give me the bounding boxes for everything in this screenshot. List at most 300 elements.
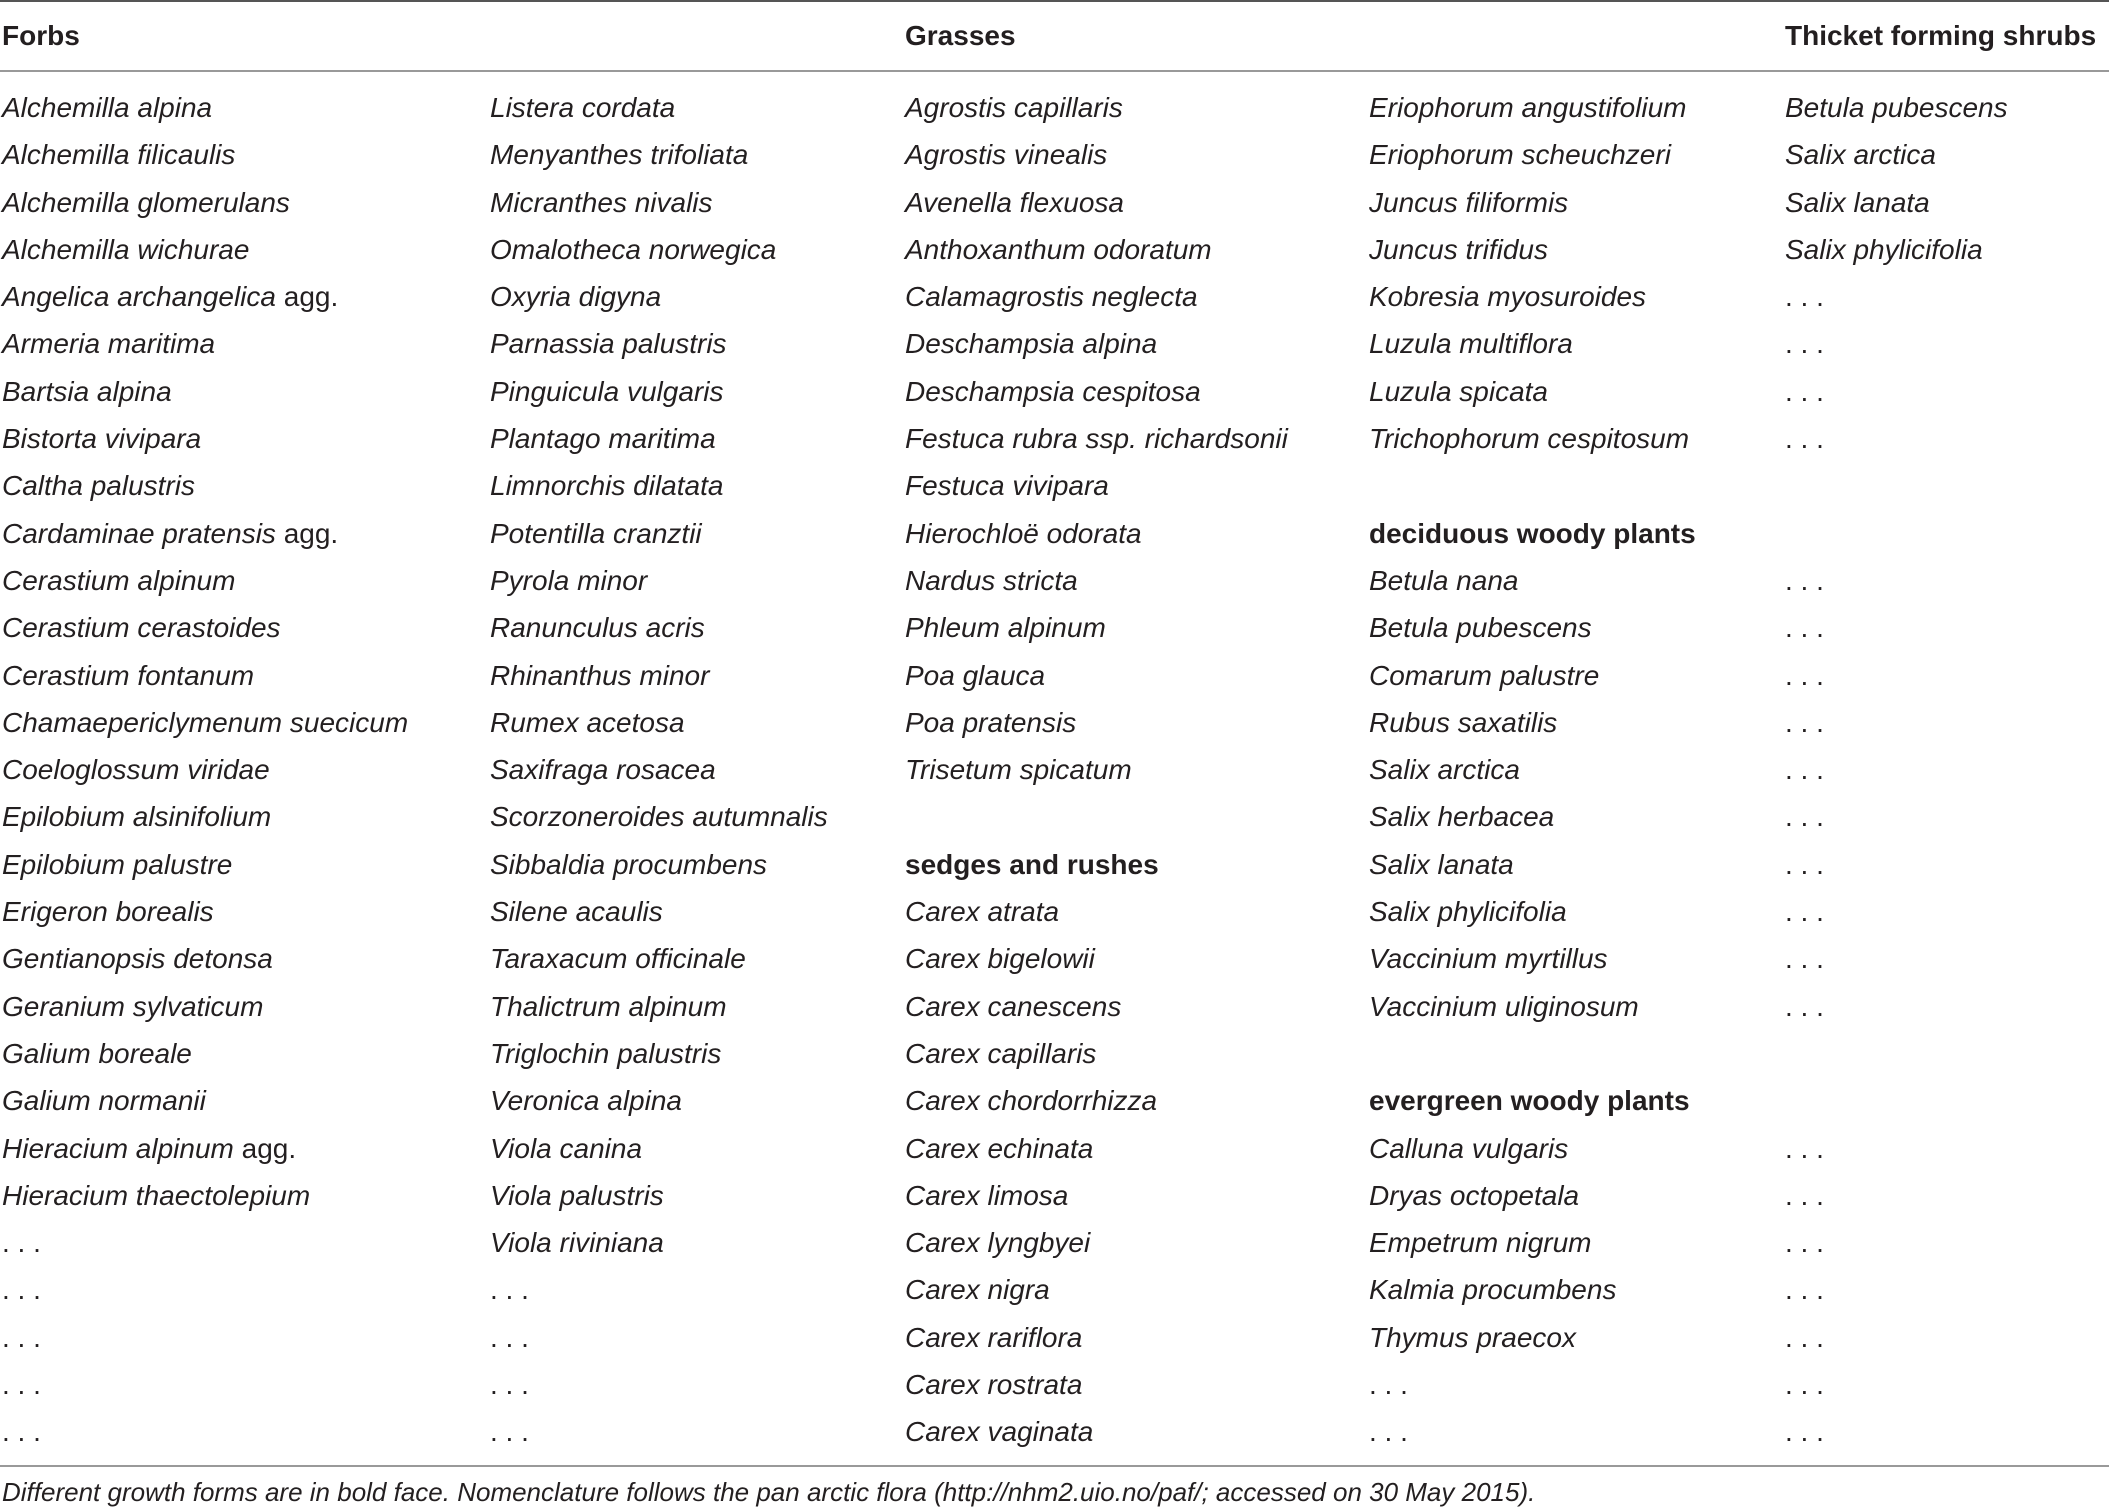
species-name [490, 841, 960, 888]
species-name [905, 888, 1375, 935]
ellipsis-cell [1785, 888, 2105, 935]
species-name [2, 462, 472, 509]
species-name-text: Empetrum nigrum [1369, 1227, 1592, 1259]
species-name-text: Galium normanii [2, 1085, 206, 1117]
species-name [1369, 1219, 1839, 1266]
species-name [1369, 1266, 1839, 1313]
species-name [1369, 415, 1839, 462]
species-name [905, 604, 1375, 651]
species-name-text: Angelica archangelica [2, 281, 276, 313]
species-name-text: Carex rostrata [905, 1369, 1083, 1401]
species-name-text: Silene acaulis [490, 896, 663, 928]
species-name [490, 1125, 960, 1172]
group-heading [1369, 1077, 1839, 1124]
ellipsis-cell-text: . . . [1785, 612, 1824, 644]
species-name-text: Thalictrum alpinum [490, 990, 727, 1022]
species-name [2, 226, 472, 273]
ellipsis-cell-text: . . . [1785, 943, 1824, 975]
species-name-text: Alchemilla filicaulis [2, 139, 236, 171]
ellipsis-cell [2, 1266, 472, 1313]
table-body [0, 84, 2109, 1454]
species-name [490, 273, 960, 320]
species-name [1369, 320, 1839, 367]
species-name [490, 699, 960, 746]
species-name [1785, 226, 2105, 273]
species-name-text: Limnorchis dilatata [490, 470, 724, 502]
species-name-text: Dryas octopetala [1369, 1179, 1580, 1211]
species-name-text: Calluna vulgaris [1369, 1132, 1569, 1164]
column-forbs-b [490, 84, 960, 1456]
ellipsis-cell-text: . . . [2, 1321, 41, 1353]
table-top-rule [0, 0, 2109, 2]
species-name-text: Carex vaginata [905, 1416, 1094, 1448]
ellipsis-cell [1369, 1361, 1839, 1408]
species-name-text: Carex nigra [905, 1274, 1050, 1306]
species-name [490, 179, 960, 226]
species-name-text: Sibbaldia procumbens [490, 848, 768, 880]
species-name [905, 510, 1375, 557]
species-name-text: Kobresia myosuroides [1369, 281, 1647, 313]
species-name-text: Pyrola minor [490, 564, 648, 596]
species-name-text: Veronica alpina [490, 1085, 682, 1117]
ellipsis-cell-text: . . . [1785, 1132, 1824, 1164]
ellipsis-cell [1785, 1172, 2105, 1219]
ellipsis-cell-text: . . . [1785, 896, 1824, 928]
ellipsis-cell-text: . . . [1785, 564, 1824, 596]
species-name [490, 320, 960, 367]
ellipsis-cell-text: . . . [1785, 1416, 1824, 1448]
species-name-text: Bartsia alpina [2, 375, 172, 407]
species-name-text: Carex lyngbyei [905, 1227, 1091, 1259]
species-name-text: Betula pubescens [1369, 612, 1592, 644]
species-name-text: Agrostis capillaris [905, 92, 1123, 123]
species-name-text: Rumex acetosa [490, 706, 685, 738]
table-header-row [0, 14, 2109, 58]
empty-cell [1369, 1030, 1839, 1077]
species-name-text: Plantago maritima [490, 423, 716, 455]
species-name-text: Cardaminae pratensis [2, 517, 276, 549]
species-name [905, 1361, 1375, 1408]
species-name [490, 983, 960, 1030]
ellipsis-cell [490, 1408, 960, 1455]
ellipsis-cell [1785, 983, 2105, 1030]
species-name [2, 793, 472, 840]
ellipsis-cell-text: . . . [1785, 328, 1824, 360]
ellipsis-cell [1785, 935, 2105, 982]
ellipsis-cell [1785, 557, 2105, 604]
species-name [2, 557, 472, 604]
species-name [490, 793, 960, 840]
species-name [905, 462, 1375, 509]
species-name-text: Avenella flexuosa [905, 186, 1124, 218]
species-name-text: Eriophorum scheuchzeri [1369, 139, 1671, 171]
species-name-text: Potentilla cranztii [490, 517, 702, 549]
species-name [2, 746, 472, 793]
ellipsis-cell [1785, 1125, 2105, 1172]
species-name [490, 746, 960, 793]
species-name-text: Oxyria digyna [490, 281, 662, 313]
species-name-text: Luzula spicata [1369, 375, 1549, 407]
species-name-text: Rubus saxatilis [1369, 706, 1558, 738]
species-name-text: Coeloglossum viridae [2, 754, 270, 786]
species-name-text: Taraxacum officinale [490, 943, 746, 975]
species-name-text: Micranthes nivalis [490, 186, 713, 218]
ellipsis-cell-text: . . . [1785, 1227, 1824, 1259]
ellipsis-cell-text: . . . [2, 1227, 41, 1259]
column-grasses-a [905, 84, 1375, 1456]
species-name [2, 983, 472, 1030]
ellipsis-cell [2, 1219, 472, 1266]
species-name-text: Cerastium alpinum [2, 564, 236, 596]
ellipsis-cell-text: . . . [1785, 801, 1824, 833]
species-name [2, 1125, 472, 1172]
species-name-text: Triglochin palustris [490, 1037, 722, 1069]
species-name [1369, 273, 1839, 320]
species-name [2, 604, 472, 651]
species-name [905, 320, 1375, 367]
species-name [1369, 131, 1839, 178]
species-name-text: Cerastium fontanum [2, 659, 255, 691]
aggregate-suffix: agg. [275, 281, 339, 313]
species-name-text: Salix phylicifolia [1369, 896, 1567, 928]
species-name-text: Juncus filiformis [1369, 186, 1569, 218]
ellipsis-cell [1785, 1219, 2105, 1266]
ellipsis-cell [1785, 1266, 2105, 1313]
species-name-text: Salix herbacea [1369, 801, 1555, 833]
header-forbs: Forbs [2, 20, 80, 51]
species-name [1369, 179, 1839, 226]
species-name-text: Menyanthes trifoliata [490, 139, 749, 171]
species-name-text: Pinguicula vulgaris [490, 375, 724, 407]
ellipsis-cell [1785, 746, 2105, 793]
empty-cell [1785, 1077, 2105, 1124]
species-name-text: Hierochloë odorata [905, 517, 1142, 549]
species-name [905, 1266, 1375, 1313]
species-name [2, 368, 472, 415]
species-name [2, 1172, 472, 1219]
species-name [490, 888, 960, 935]
ellipsis-cell-text: . . . [2, 1369, 41, 1401]
group-heading [1369, 510, 1839, 557]
species-name [905, 415, 1375, 462]
species-name-text: Carex limosa [905, 1179, 1069, 1211]
species-name [2, 84, 472, 131]
species-name [490, 935, 960, 982]
species-name [1369, 888, 1839, 935]
species-name [1369, 557, 1839, 604]
species-name [490, 604, 960, 651]
ellipsis-cell [1369, 1408, 1839, 1455]
table-footnote: Different growth forms are in bold face. Nomenclature follows the pan arctic flora (http://nhm2.uio.no/paf/; accessed on 30 May 2015). [2, 1477, 1536, 1507]
ellipsis-cell-text: . . . [1369, 1416, 1408, 1448]
species-name [905, 131, 1375, 178]
species-name [490, 652, 960, 699]
species-name-text: Festuca vivipara [905, 470, 1109, 502]
species-name [490, 1172, 960, 1219]
species-name [1369, 1314, 1839, 1361]
aggregate-suffix: agg. [233, 1132, 297, 1164]
empty-cell [905, 793, 1375, 840]
ellipsis-cell-text: . . . [1785, 706, 1824, 738]
species-name-text: Alchemilla glomerulans [2, 186, 290, 218]
ellipsis-cell [2, 1314, 472, 1361]
ellipsis-cell-text: . . . [1785, 281, 1824, 313]
species-name-text: Armeria maritima [2, 328, 216, 360]
species-name-text: Salix phylicifolia [1785, 233, 1983, 265]
species-name-text: Hieracium alpinum [2, 1132, 234, 1164]
species-name-text: Trisetum spicatum [905, 754, 1132, 786]
group-heading-text: sedges and rushes [905, 848, 1159, 880]
species-name-text: Deschampsia alpina [905, 328, 1158, 360]
species-name-text: Luzula multiflora [1369, 328, 1573, 360]
ellipsis-cell [490, 1361, 960, 1408]
species-name-text: Betula pubescens [1785, 92, 2008, 123]
ellipsis-cell-text: . . . [1785, 754, 1824, 786]
species-name [905, 699, 1375, 746]
species-name [1785, 84, 2105, 131]
species-name [905, 1219, 1375, 1266]
ellipsis-cell-text: . . . [490, 1274, 529, 1306]
species-name [1369, 1125, 1839, 1172]
species-name [2, 1030, 472, 1077]
ellipsis-cell [1785, 368, 2105, 415]
species-name-text: Parnassia palustris [490, 328, 727, 360]
column-grasses-b [1369, 84, 1839, 1456]
species-name [1369, 368, 1839, 415]
ellipsis-cell-text: . . . [1785, 848, 1824, 880]
species-name [1369, 793, 1839, 840]
species-name-text: Festuca rubra ssp. richardsonii [905, 423, 1288, 455]
species-name-text: Cerastium cerastoides [2, 612, 281, 644]
species-name [2, 1077, 472, 1124]
ellipsis-cell-text: . . . [1785, 659, 1824, 691]
column-shrubs [1785, 84, 2105, 1456]
ellipsis-cell [1785, 793, 2105, 840]
ellipsis-cell-text: . . . [1785, 1274, 1824, 1306]
empty-cell [1785, 510, 2105, 557]
empty-cell [1785, 1030, 2105, 1077]
ellipsis-cell-text: . . . [1785, 1321, 1824, 1353]
species-name [905, 1314, 1375, 1361]
species-name-text: Carex canescens [905, 990, 1122, 1022]
species-name-text: Ranunculus acris [490, 612, 705, 644]
species-name-text: Trichophorum cespitosum [1369, 423, 1690, 455]
ellipsis-cell-text: . . . [2, 1274, 41, 1306]
species-name [2, 131, 472, 178]
species-name-text: Epilobium alsinifolium [2, 801, 272, 833]
species-name [1369, 84, 1839, 131]
species-name-text: Comarum palustre [1369, 659, 1600, 691]
species-name-text: Bistorta vivipara [2, 423, 202, 455]
species-name [2, 841, 472, 888]
group-heading-text: evergreen woody plants [1369, 1085, 1690, 1117]
species-name [1369, 935, 1839, 982]
ellipsis-cell [1785, 841, 2105, 888]
species-name-text: Vaccinium uliginosum [1369, 990, 1639, 1022]
species-name-text: Listera cordata [490, 92, 676, 123]
species-name [490, 84, 960, 131]
ellipsis-cell [1785, 604, 2105, 651]
ellipsis-cell-text: . . . [1785, 375, 1824, 407]
species-name-text: Thymus praecox [1369, 1321, 1576, 1353]
species-name [1369, 699, 1839, 746]
species-name [1369, 983, 1839, 1030]
group-heading [905, 841, 1375, 888]
species-name-text: Anthoxanthum odoratum [905, 233, 1212, 265]
species-name [905, 1077, 1375, 1124]
species-name-text: Salix arctica [1785, 139, 1936, 171]
ellipsis-cell-text: . . . [1785, 990, 1824, 1022]
species-name [490, 510, 960, 557]
empty-cell [1369, 462, 1839, 509]
empty-cell [1785, 462, 2105, 509]
species-name [2, 273, 472, 320]
species-name [905, 1030, 1375, 1077]
species-name-text: Gentianopsis detonsa [2, 943, 273, 975]
species-name-text: Poa glauca [905, 659, 1046, 691]
header-thicket-forming-shrubs: Thicket forming shrubs [1785, 20, 2097, 51]
species-name [2, 699, 472, 746]
ellipsis-cell [1785, 1361, 2105, 1408]
species-name-text: Caltha palustris [2, 470, 195, 502]
species-name-text: Agrostis vinealis [905, 139, 1108, 171]
species-name [905, 84, 1375, 131]
ellipsis-cell [490, 1314, 960, 1361]
ellipsis-cell [1785, 273, 2105, 320]
species-name [1369, 226, 1839, 273]
species-name [490, 415, 960, 462]
ellipsis-cell-text: . . . [1785, 1369, 1824, 1401]
species-name [1369, 1172, 1839, 1219]
species-name-text: Poa pratensis [905, 706, 1077, 738]
species-name-text: Salix arctica [1369, 754, 1520, 786]
species-name-text: Chamaepericlymenum suecicum [2, 706, 409, 738]
species-name [905, 1172, 1375, 1219]
species-name-text: Alchemilla alpina [2, 92, 213, 123]
species-name-text: Rhinanthus minor [490, 659, 710, 691]
species-name-text: Epilobium palustre [2, 848, 233, 880]
species-name [1785, 179, 2105, 226]
species-name-text: Viola canina [490, 1132, 643, 1164]
aggregate-suffix: agg. [275, 517, 339, 549]
species-name-text: Omalotheca norwegica [490, 233, 777, 265]
species-name-text: Erigeron borealis [2, 896, 214, 928]
species-name-text: Carex atrata [905, 896, 1060, 928]
species-name-text: Scorzoneroides autumnalis [490, 801, 828, 833]
species-name-text: Calamagrostis neglecta [905, 281, 1198, 313]
ellipsis-cell [1785, 1314, 2105, 1361]
ellipsis-cell-text: . . . [2, 1416, 41, 1448]
ellipsis-cell [2, 1408, 472, 1455]
species-name [2, 888, 472, 935]
ellipsis-cell [1785, 652, 2105, 699]
species-name [2, 179, 472, 226]
species-name [490, 1077, 960, 1124]
species-name [905, 273, 1375, 320]
species-name-text: Salix lanata [1369, 848, 1514, 880]
species-name [905, 557, 1375, 604]
ellipsis-cell [1785, 415, 2105, 462]
species-name-text: Vaccinium myrtillus [1369, 943, 1608, 975]
species-name-text: Betula nana [1369, 564, 1519, 596]
species-name [1369, 841, 1839, 888]
species-name [490, 1030, 960, 1077]
column-forbs-a [2, 84, 472, 1456]
species-name-text: Alchemilla wichurae [2, 233, 250, 265]
ellipsis-cell-text: . . . [1785, 1179, 1824, 1211]
header-rule [0, 70, 2109, 72]
species-name-text: Carex capillaris [905, 1037, 1097, 1069]
ellipsis-cell-text: . . . [490, 1369, 529, 1401]
species-name-text: Hieracium thaectolepium [2, 1179, 311, 1211]
species-name [1369, 652, 1839, 699]
species-name [490, 226, 960, 273]
species-name [2, 935, 472, 982]
species-name-text: Carex bigelowii [905, 943, 1095, 975]
species-name [490, 368, 960, 415]
species-name [905, 368, 1375, 415]
species-name-text: Salix lanata [1785, 186, 1930, 218]
header-grasses: Grasses [905, 20, 1016, 51]
species-name [1369, 746, 1839, 793]
species-name-text: Carex echinata [905, 1132, 1094, 1164]
table-bottom-rule [0, 1465, 2109, 1467]
species-name-text: Nardus stricta [905, 564, 1078, 596]
species-name [490, 462, 960, 509]
ellipsis-cell [490, 1266, 960, 1313]
ellipsis-cell [2, 1361, 472, 1408]
species-name-text: Deschampsia cespitosa [905, 375, 1201, 407]
species-name [1369, 604, 1839, 651]
species-name [905, 746, 1375, 793]
species-name-text: Carex chordorrhizza [905, 1085, 1158, 1117]
species-name-text: Eriophorum angustifolium [1369, 92, 1687, 123]
species-name-text: Viola palustris [490, 1179, 664, 1211]
species-name-text: Geranium sylvaticum [2, 990, 264, 1022]
species-name [490, 1219, 960, 1266]
species-name-text: Galium boreale [2, 1037, 192, 1069]
species-name-text: Juncus trifidus [1369, 233, 1548, 265]
species-name-text: Carex rariflora [905, 1321, 1083, 1353]
species-name [905, 1408, 1375, 1455]
species-name [2, 510, 472, 557]
species-name [490, 557, 960, 604]
species-name [2, 652, 472, 699]
ellipsis-cell [1785, 1408, 2105, 1455]
ellipsis-cell-text: . . . [1369, 1369, 1408, 1401]
ellipsis-cell [1785, 320, 2105, 367]
group-heading-text: deciduous woody plants [1369, 517, 1696, 549]
species-name [905, 935, 1375, 982]
species-name [905, 983, 1375, 1030]
ellipsis-cell [1785, 699, 2105, 746]
species-name [905, 652, 1375, 699]
species-name-text: Saxifraga rosacea [490, 754, 716, 786]
species-name-text: Viola riviniana [490, 1227, 664, 1259]
species-name [490, 131, 960, 178]
ellipsis-cell-text: . . . [490, 1416, 529, 1448]
species-name-text: Phleum alpinum [905, 612, 1106, 644]
species-name [905, 1125, 1375, 1172]
species-name [905, 226, 1375, 273]
ellipsis-cell-text: . . . [490, 1321, 529, 1353]
species-name [2, 320, 472, 367]
species-name-text: Kalmia procumbens [1369, 1274, 1617, 1306]
species-name [905, 179, 1375, 226]
species-name [1785, 131, 2105, 178]
ellipsis-cell-text: . . . [1785, 423, 1824, 455]
species-name [2, 415, 472, 462]
